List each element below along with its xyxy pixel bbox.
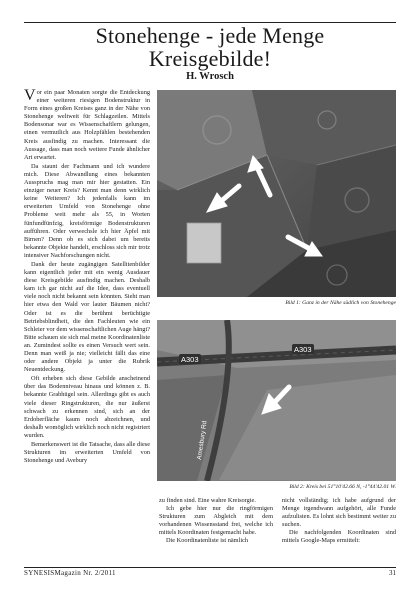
paragraph: Vor ein paar Monaten sorgte die Entdeckung einer weiteren riesigen Bodenstruktur in Form eines großen Kreises ganz in der Nähe von Stonehenge weltweit für Schlagzeilen. Mittels Bodensonar war es Wissenschaftlern gelungen, einen vermutlich aus Holzpfählen bestehenden Kreis ausfindig zu machen. Interessant die Aussage, dass man noch weitere Funde ähnlicher Art erwartet. — [24, 87, 150, 161]
road-label-a303-west: A303 — [181, 355, 199, 364]
road-label-amesbury: Amesbury Rd — [196, 420, 209, 461]
paragraph: Da staunt der Fachmann und ich wundere mich. Diese Abwandlung eines bekannten Ausspruchs mag man mir hier gestatten. Ein einziger neuer Kreis? Kennt man denn wirklich keine Weiteren? Ich jedenfalls kann im erweiterten Umfeld von Stonehenge ohne Probleme weit mehr als 55, in Worten fünfundfünfzig, kreisförmige Bodenstrukturen aufführen. Oder verwechsle ich hier Äpfel mit Birnen? Denn ob es sich dabei um bereits bekannte Objekte handelt, erschloss sich mir trotz intensiver Nachforschungen nicht. — [24, 162, 150, 259]
bottom-column-2 — [282, 497, 396, 546]
paragraph: Bemerkenswert ist die Tatsache, dass alle diese Strukturen im erweiterten Umfeld von Stonehenge und Avebury — [24, 441, 150, 465]
paragraph: zu finden sind. Eine wahre Kreisorgie. — [159, 497, 256, 504]
paragraph: Dank der heute zugängigen Satellitenbilder kann eigentlich jeder mit ein wenig Ausdauer diese Kreisgebilde ausfindig machen. Deshalb kam ich gar nicht auf die Idee, dass eventuell viele noch nicht bekannt sein könnten. Sieht man hier etwa den Wald vor lauter Bäumen nicht? Oder ist es die berühmt berüchtigte Betriebsblindheit, die den Fachleuten wie ein Schleier vor dem wissenschaftlichen Auge hängt? Bitte schauen sie sich mal meine Koordinatenliste an. Zumindest sollte es einen Versuch wert sein. Denn man weiß ja nie; vielleicht fällt das eine oder andere Objekt ja unter die Rubrik Neuentdeckung. — [24, 260, 150, 374]
left-text-column — [24, 89, 150, 466]
figure-2-caption: Bild 2: Kreis bei 51°10'42.66 N, -1°44'42.01 W. — [289, 484, 396, 490]
article-title — [30, 24, 390, 70]
title-line-1: Stonehenge - jede Menge — [95, 23, 325, 48]
page-number: 31 — [389, 569, 396, 577]
aerial-photo-2 — [157, 320, 396, 481]
aerial-photo-1 — [157, 90, 396, 297]
title-line-2: Kreisgebilde! — [148, 46, 272, 71]
bottom-column-1 — [159, 497, 273, 546]
paragraph: nicht vollständig; ich habe aufgrund der Menge irgendwann aufgehört, alle Funde aufzulisten. Es lohnt sich bestimmt weiter zu suchen. — [282, 497, 396, 529]
paragraph: Ich gebe hier nur die ringförmigen Strukturen zum Abgleich mit dem vorhandenen Wissensstand frei, welche ich mittels Koordinaten festgemacht habe. — [159, 505, 273, 537]
road-label-a303-east: A303 — [294, 345, 312, 354]
paragraph: Die Koordinatenliste ist nämlich — [166, 537, 249, 545]
author-name: H. Wrosch — [186, 71, 234, 82]
footer-magazine: SYNESISMagazin Nr. 2/2011 — [24, 569, 116, 577]
paragraph: Oft erheben sich diese Gebilde anscheinend über das Bodenniveau hinaus und können z. B. bekannte Grabhügel sein. Allerdings gibt es auch viele dieser Ringstrukturen, die nur äußerst schwach zu erkennen sind, sich an der Erdoberfläche kaum noch abzeichnen, und deshalb womöglich wirklich noch nicht registriert wurden. — [24, 375, 150, 439]
paragraph: Die nachfolgenden Koordinaten sind mittels Google-Maps ermittelt: — [282, 529, 396, 545]
footer-rule — [24, 567, 396, 568]
figure-1-caption: Bild 1: Ganz in der Nähe südlich von Stonehenge — [285, 300, 396, 306]
